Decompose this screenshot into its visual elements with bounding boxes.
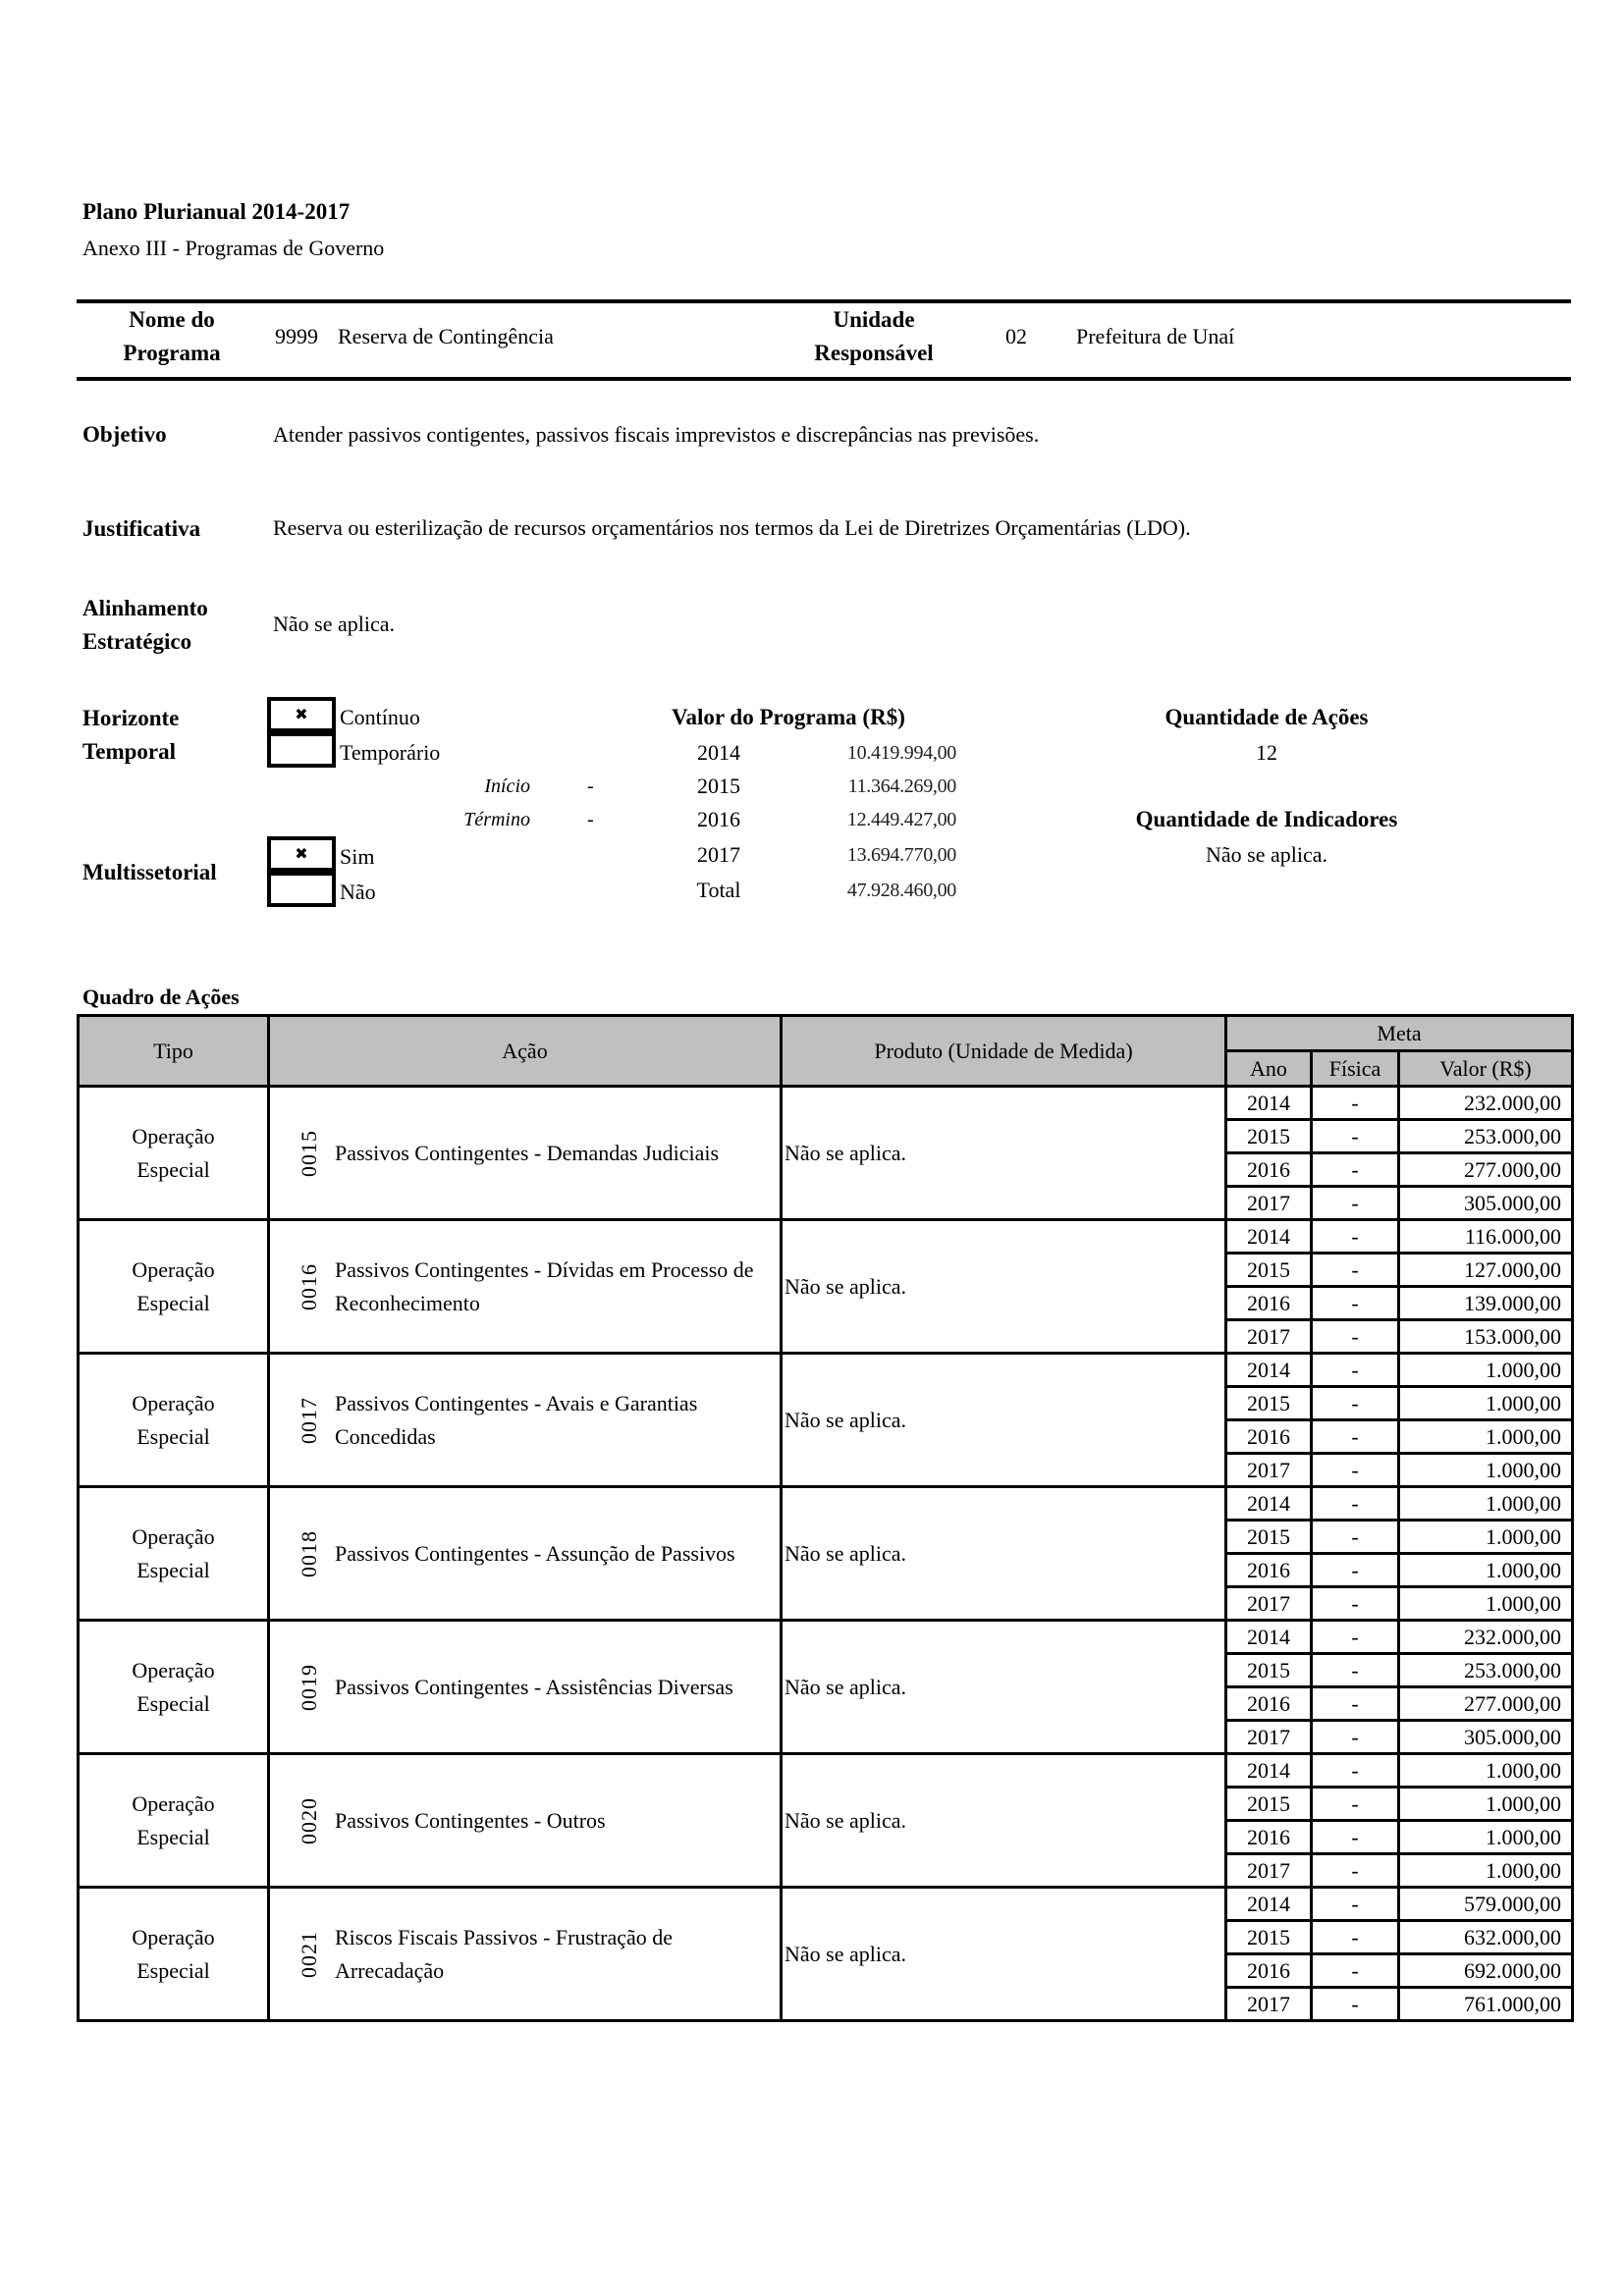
header-tipo: Tipo <box>79 1016 269 1087</box>
temporario-label: Temporário <box>340 740 441 765</box>
meta-fisica: - <box>1312 1454 1399 1487</box>
acao-cell <box>269 1621 782 1754</box>
meta-ano: 2014 <box>1226 1087 1312 1120</box>
meta-ano: 2017 <box>1226 1587 1312 1621</box>
tipo-cell <box>79 1354 269 1487</box>
meta-valor: 1.000,00 <box>1399 1454 1573 1487</box>
tipo-line1: Operação <box>132 1657 215 1682</box>
tipo-line1: Operação <box>132 1924 215 1949</box>
acao-cell <box>269 1487 782 1621</box>
meta-fisica: - <box>1312 1220 1399 1254</box>
acao-cell <box>269 1888 782 2021</box>
unit-label-line1: Unidade <box>833 307 915 332</box>
valor-year-2016: 2016 <box>697 807 740 831</box>
meta-fisica: - <box>1312 1921 1399 1954</box>
checkbox-continuo[interactable]: ✖ <box>267 697 336 732</box>
meta-valor: 1.000,00 <box>1399 1354 1573 1387</box>
meta-ano: 2016 <box>1226 1287 1312 1320</box>
meta-valor: 1.000,00 <box>1399 1420 1573 1454</box>
acao-code: 0018 <box>297 1529 321 1577</box>
valor-total: 47.928.460,00 <box>846 880 956 901</box>
tipo-line2: Especial <box>136 1824 210 1849</box>
meta-ano: 2014 <box>1226 1621 1312 1654</box>
acao-cell <box>269 1220 782 1354</box>
meta-fisica: - <box>1312 1654 1399 1687</box>
meta-fisica: - <box>1312 1854 1399 1888</box>
meta-ano: 2017 <box>1226 1854 1312 1888</box>
program-name-label-line2: Programa <box>123 341 221 365</box>
meta-ano: 2017 <box>1226 1320 1312 1354</box>
valor-year-2014: 2014 <box>697 740 740 765</box>
tipo-line2: Especial <box>136 1156 210 1182</box>
meta-fisica: - <box>1312 1587 1399 1621</box>
produto-cell: Não se aplica. <box>782 1754 1226 1888</box>
valor-2014: 10.419.994,00 <box>846 742 956 764</box>
alinhamento-label <box>82 592 208 659</box>
acao-name: Passivos Contingentes - Demandas Judiciais <box>335 1140 720 1165</box>
meta-fisica: - <box>1312 1754 1399 1788</box>
meta-ano: 2016 <box>1226 1687 1312 1721</box>
tipo-line1: Operação <box>132 1256 215 1282</box>
valor-programa-label: Valor do Programa (R$) <box>672 705 905 729</box>
meta-fisica: - <box>1312 1387 1399 1420</box>
acao-name: Passivos Contingentes - Assistências Diversas <box>335 1674 733 1699</box>
acoes-table <box>77 1014 1574 2022</box>
meta-ano: 2017 <box>1226 1187 1312 1220</box>
meta-ano: 2015 <box>1226 1521 1312 1554</box>
valor-2015: 11.364.269,00 <box>847 775 956 797</box>
meta-valor: 116.000,00 <box>1399 1220 1573 1254</box>
meta-valor: 1.000,00 <box>1399 1821 1573 1854</box>
meta-fisica: - <box>1312 1621 1399 1654</box>
meta-ano: 2017 <box>1226 1454 1312 1487</box>
meta-fisica: - <box>1312 1721 1399 1754</box>
justificativa-text: Reserva ou esterilização de recursos orçamentários nos termos da Lei de Diretrizes Orçamentárias (LDO). <box>273 515 1191 540</box>
meta-fisica: - <box>1312 1788 1399 1821</box>
header-fisica: Física <box>1312 1051 1399 1087</box>
meta-valor: 153.000,00 <box>1399 1320 1573 1354</box>
meta-ano: 2016 <box>1226 1420 1312 1454</box>
meta-valor: 305.000,00 <box>1399 1187 1573 1220</box>
acao-code: 0021 <box>297 1930 321 1978</box>
unit-label <box>795 303 952 370</box>
produto-cell: Não se aplica. <box>782 1220 1226 1354</box>
produto-cell: Não se aplica. <box>782 1087 1226 1220</box>
tipo-cell <box>79 1220 269 1354</box>
valor-2017: 13.694.770,00 <box>846 844 956 866</box>
acao-code: 0020 <box>297 1796 321 1844</box>
tipo-line2: Especial <box>136 1423 210 1449</box>
meta-valor: 305.000,00 <box>1399 1721 1573 1754</box>
acao-row <box>79 1754 1573 1788</box>
inicio-value: - <box>587 775 594 797</box>
quantidade-acoes-label: Quantidade de Ações <box>1164 705 1369 729</box>
meta-fisica: - <box>1312 1354 1399 1387</box>
tipo-line2: Especial <box>136 1957 210 1983</box>
acao-code: 0017 <box>297 1396 321 1444</box>
acao-name: Passivos Contingentes - Dívidas em Processo de Reconhecimento <box>335 1256 754 1315</box>
header-meta: Meta <box>1226 1016 1573 1051</box>
meta-ano: 2015 <box>1226 1254 1312 1287</box>
meta-fisica: - <box>1312 1287 1399 1320</box>
justificativa-label: Justificativa <box>82 516 201 541</box>
tipo-line2: Especial <box>136 1690 210 1716</box>
acao-name: Riscos Fiscais Passivos - Frustração de Arrecadação <box>335 1924 674 1983</box>
tipo-cell <box>79 1754 269 1888</box>
meta-fisica: - <box>1312 1120 1399 1153</box>
objetivo-text: Atender passivos contigentes, passivos fiscais imprevistos e discrepâncias nas previsões. <box>273 422 1040 447</box>
horizonte-label-line1: Horizonte <box>82 706 180 730</box>
produto-cell: Não se aplica. <box>782 1888 1226 2021</box>
meta-ano: 2017 <box>1226 1721 1312 1754</box>
meta-valor: 1.000,00 <box>1399 1521 1573 1554</box>
alinhamento-label-line1: Alinhamento <box>82 596 208 620</box>
meta-ano: 2015 <box>1226 1921 1312 1954</box>
horizonte-label <box>82 702 179 769</box>
checkbox-nao[interactable] <box>267 872 336 907</box>
meta-valor: 127.000,00 <box>1399 1254 1573 1287</box>
acao-cell <box>269 1754 782 1888</box>
acao-code: 0016 <box>297 1262 321 1310</box>
acao-code: 0015 <box>297 1129 321 1177</box>
meta-valor: 1.000,00 <box>1399 1788 1573 1821</box>
objetivo-label: Objetivo <box>82 422 167 447</box>
meta-valor: 253.000,00 <box>1399 1654 1573 1687</box>
meta-ano: 2015 <box>1226 1387 1312 1420</box>
unit-label-line2: Responsável <box>814 341 934 365</box>
meta-valor: 1.000,00 <box>1399 1387 1573 1420</box>
quantidade-acoes-value: 12 <box>1256 740 1277 765</box>
document-title: Plano Plurianual 2014-2017 <box>82 199 351 224</box>
meta-ano: 2014 <box>1226 1354 1312 1387</box>
meta-ano: 2014 <box>1226 1754 1312 1788</box>
meta-fisica: - <box>1312 1687 1399 1721</box>
valor-total-label: Total <box>696 878 741 902</box>
meta-ano: 2015 <box>1226 1654 1312 1687</box>
meta-fisica: - <box>1312 1821 1399 1854</box>
checkbox-sim[interactable]: ✖ <box>267 836 336 872</box>
program-name-label-line1: Nome do <box>129 307 215 332</box>
acao-row <box>79 1354 1573 1387</box>
tipo-line1: Operação <box>132 1390 215 1415</box>
valor-year-2015: 2015 <box>697 774 740 798</box>
meta-valor: 1.000,00 <box>1399 1587 1573 1621</box>
meta-ano: 2017 <box>1226 1988 1312 2021</box>
acao-cell <box>269 1354 782 1487</box>
acao-row <box>79 1621 1573 1654</box>
tipo-cell <box>79 1888 269 2021</box>
meta-ano: 2014 <box>1226 1487 1312 1521</box>
meta-valor: 692.000,00 <box>1399 1954 1573 1988</box>
multissetorial-label: Multissetorial <box>82 860 217 884</box>
meta-fisica: - <box>1312 1087 1399 1120</box>
acao-name: Passivos Contingentes - Outros <box>335 1807 606 1833</box>
tipo-cell <box>79 1087 269 1220</box>
meta-fisica: - <box>1312 1487 1399 1521</box>
quantidade-indicadores-value: Não se aplica. <box>1206 842 1327 867</box>
meta-ano: 2015 <box>1226 1120 1312 1153</box>
meta-ano: 2015 <box>1226 1788 1312 1821</box>
program-name-label <box>98 303 245 370</box>
acao-row <box>79 1220 1573 1254</box>
meta-ano: 2014 <box>1226 1220 1312 1254</box>
header-acao: Ação <box>269 1016 782 1087</box>
meta-fisica: - <box>1312 1954 1399 1988</box>
continuo-label: Contínuo <box>340 705 420 729</box>
header-ano: Ano <box>1226 1051 1312 1087</box>
meta-fisica: - <box>1312 1153 1399 1187</box>
meta-fisica: - <box>1312 1888 1399 1921</box>
sim-label: Sim <box>340 844 375 869</box>
meta-valor: 579.000,00 <box>1399 1888 1573 1921</box>
tipo-cell <box>79 1487 269 1621</box>
program-code: 9999 <box>275 324 318 348</box>
meta-valor: 253.000,00 <box>1399 1120 1573 1153</box>
tipo-cell <box>79 1621 269 1754</box>
meta-fisica: - <box>1312 1254 1399 1287</box>
meta-valor: 1.000,00 <box>1399 1487 1573 1521</box>
acao-row <box>79 1888 1573 1921</box>
meta-fisica: - <box>1312 1988 1399 2021</box>
acao-code: 0019 <box>297 1663 321 1711</box>
header-valor: Valor (R$) <box>1399 1051 1573 1087</box>
valor-2016: 12.449.427,00 <box>846 809 956 830</box>
meta-valor: 1.000,00 <box>1399 1854 1573 1888</box>
meta-fisica: - <box>1312 1554 1399 1587</box>
meta-fisica: - <box>1312 1420 1399 1454</box>
meta-fisica: - <box>1312 1187 1399 1220</box>
nao-label: Não <box>340 880 376 904</box>
acao-row <box>79 1087 1573 1120</box>
meta-valor: 232.000,00 <box>1399 1621 1573 1654</box>
meta-ano: 2014 <box>1226 1888 1312 1921</box>
quantidade-indicadores-label: Quantidade de Indicadores <box>1135 807 1398 831</box>
meta-valor: 277.000,00 <box>1399 1687 1573 1721</box>
meta-ano: 2016 <box>1226 1153 1312 1187</box>
horizonte-label-line2: Temporal <box>82 739 176 764</box>
acao-row <box>79 1487 1573 1521</box>
meta-valor: 232.000,00 <box>1399 1087 1573 1120</box>
meta-valor: 277.000,00 <box>1399 1153 1573 1187</box>
tipo-line2: Especial <box>136 1290 210 1315</box>
unit-code: 02 <box>1005 324 1027 348</box>
valor-year-2017: 2017 <box>697 842 740 867</box>
document-subtitle: Anexo III - Programas de Governo <box>82 236 385 260</box>
tipo-line2: Especial <box>136 1557 210 1582</box>
termino-label: Término <box>463 809 530 830</box>
acao-cell <box>269 1087 782 1220</box>
meta-valor: 1.000,00 <box>1399 1554 1573 1587</box>
program-name: Reserva de Contingência <box>338 324 554 348</box>
meta-ano: 2016 <box>1226 1954 1312 1988</box>
produto-cell: Não se aplica. <box>782 1621 1226 1754</box>
meta-valor: 139.000,00 <box>1399 1287 1573 1320</box>
produto-cell: Não se aplica. <box>782 1354 1226 1487</box>
acao-name: Passivos Contingentes - Assunção de Passivos <box>335 1540 735 1566</box>
meta-ano: 2016 <box>1226 1821 1312 1854</box>
tipo-line1: Operação <box>132 1790 215 1816</box>
unit-name: Prefeitura de Unaí <box>1076 324 1235 348</box>
termino-value: - <box>587 809 594 830</box>
meta-valor: 632.000,00 <box>1399 1921 1573 1954</box>
tipo-line1: Operação <box>132 1123 215 1148</box>
quadro-acoes-label: Quadro de Ações <box>82 985 240 1009</box>
meta-ano: 2016 <box>1226 1554 1312 1587</box>
alinhamento-text: Não se aplica. <box>273 612 395 636</box>
tipo-line1: Operação <box>132 1523 215 1549</box>
acao-name: Passivos Contingentes - Avais e Garantias Concedidas <box>335 1390 698 1449</box>
checkbox-temporario[interactable] <box>267 732 336 768</box>
produto-cell: Não se aplica. <box>782 1487 1226 1621</box>
meta-fisica: - <box>1312 1521 1399 1554</box>
inicio-label: Início <box>484 775 530 797</box>
alinhamento-label-line2: Estratégico <box>82 629 192 654</box>
meta-valor: 1.000,00 <box>1399 1754 1573 1788</box>
header-produto: Produto (Unidade de Medida) <box>782 1016 1226 1087</box>
meta-valor: 761.000,00 <box>1399 1988 1573 2021</box>
meta-fisica: - <box>1312 1320 1399 1354</box>
